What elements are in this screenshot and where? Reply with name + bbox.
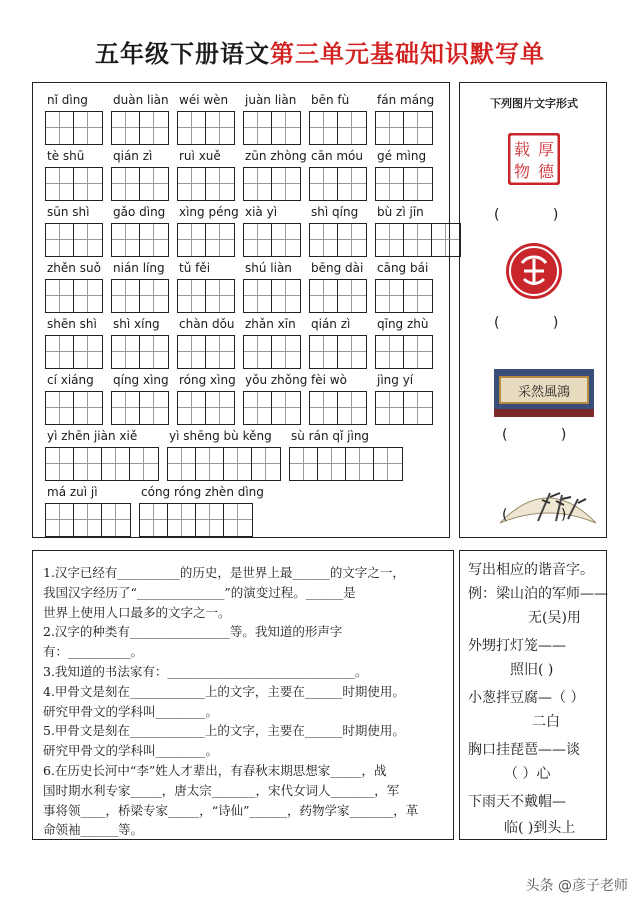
tian-grid-cell[interactable]: [206, 280, 234, 312]
pinyin-row: [33, 485, 449, 505]
pinyin-label: zhǎn xīn: [245, 317, 296, 331]
pinyin-label: jìng yí: [377, 373, 414, 387]
tian-grid-cell[interactable]: [178, 168, 206, 200]
pinyin-label: cóng róng zhèn dìng: [141, 485, 264, 499]
writing-box[interactable]: [45, 279, 103, 313]
pinyin-label: zūn zhòng: [245, 149, 307, 163]
writing-grid-row: [33, 335, 449, 371]
writing-box[interactable]: [177, 223, 235, 257]
writing-box[interactable]: [45, 503, 131, 537]
tian-grid-cell[interactable]: [338, 224, 366, 256]
tian-grid-cell[interactable]: [178, 336, 206, 368]
pinyin-label: chàn dǒu: [179, 317, 235, 331]
tian-grid-cell[interactable]: [178, 280, 206, 312]
tian-grid-cell[interactable]: [46, 168, 74, 200]
writing-box[interactable]: [177, 391, 235, 425]
tian-grid-cell[interactable]: [346, 448, 374, 480]
tian-grid-cell[interactable]: [206, 336, 234, 368]
writing-box[interactable]: [177, 335, 235, 369]
tian-grid-cell[interactable]: [376, 336, 404, 368]
dictation-section: [32, 82, 450, 538]
writing-box[interactable]: [309, 391, 367, 425]
tian-grid-cell[interactable]: [272, 224, 300, 256]
writing-box[interactable]: [45, 447, 159, 481]
writing-box[interactable]: [243, 335, 301, 369]
tian-grid-cell[interactable]: [338, 112, 366, 144]
tian-grid-cell[interactable]: [244, 112, 272, 144]
tian-grid-cell[interactable]: [140, 392, 168, 424]
tian-grid-cell[interactable]: [46, 224, 74, 256]
writing-box[interactable]: [111, 167, 169, 201]
tian-grid-cell[interactable]: [74, 336, 102, 368]
tian-grid-cell[interactable]: [74, 504, 102, 536]
pinyin-label: xià yì: [245, 205, 278, 219]
tian-grid-cell[interactable]: [112, 392, 140, 424]
tian-grid-cell[interactable]: [244, 168, 272, 200]
writing-grid-row: [33, 167, 449, 203]
question-line: 6.在历史长河中“李”姓人才辈出，有春秋末期思想家_____，战: [43, 763, 387, 778]
pinyin-row: [33, 317, 449, 337]
tian-grid-cell[interactable]: [74, 280, 102, 312]
tian-grid-cell[interactable]: [244, 392, 272, 424]
answer-paren-2: ( ): [494, 315, 559, 331]
tian-grid-cell[interactable]: [206, 392, 234, 424]
writing-box[interactable]: [243, 279, 301, 313]
writing-box[interactable]: [45, 391, 103, 425]
tian-grid-cell[interactable]: [140, 280, 168, 312]
pinyin-label: duàn liàn: [113, 93, 169, 107]
tian-grid-cell[interactable]: [74, 448, 102, 480]
tian-grid-cell[interactable]: [46, 336, 74, 368]
writing-box[interactable]: [177, 167, 235, 201]
tian-grid-cell[interactable]: [206, 168, 234, 200]
tian-grid-cell[interactable]: [102, 504, 130, 536]
title-red: 第三单元基础知识默写单: [270, 39, 545, 68]
tian-grid-cell[interactable]: [196, 504, 224, 536]
pinyin-label: sūn shì: [47, 205, 90, 219]
tian-grid-cell[interactable]: [318, 448, 346, 480]
tian-grid-cell[interactable]: [310, 336, 338, 368]
question-line: 研究甲骨文的学科叫________。: [43, 743, 219, 759]
picture-section: [459, 82, 607, 538]
homophone-section: [459, 550, 607, 840]
tian-grid-cell[interactable]: [244, 280, 272, 312]
tian-grid-cell[interactable]: [178, 112, 206, 144]
tian-grid-cell[interactable]: [244, 336, 272, 368]
tian-grid-cell[interactable]: [310, 224, 338, 256]
writing-box[interactable]: [375, 279, 433, 313]
pinyin-row: [33, 429, 449, 449]
tian-grid-cell[interactable]: [46, 112, 74, 144]
writing-grid-row: [33, 279, 449, 315]
pinyin-row: [33, 149, 449, 169]
writing-box[interactable]: [243, 391, 301, 425]
pinyin-label: yǒu zhǒng: [245, 373, 308, 387]
pinyin-label: shēn shì: [47, 317, 97, 331]
tian-grid-cell[interactable]: [224, 504, 252, 536]
tian-grid-cell[interactable]: [140, 224, 168, 256]
tian-grid-cell[interactable]: [178, 392, 206, 424]
writing-box[interactable]: [375, 167, 433, 201]
pinyin-label: juàn liàn: [245, 93, 297, 107]
tian-grid-cell[interactable]: [338, 392, 366, 424]
writing-box[interactable]: [375, 111, 433, 145]
tian-grid-cell[interactable]: [272, 280, 300, 312]
pinyin-label: wéi wèn: [179, 93, 229, 107]
tian-grid-cell[interactable]: [376, 280, 404, 312]
tian-grid-cell[interactable]: [74, 112, 102, 144]
pinyin-label: yì shēng bù kěng: [169, 429, 272, 443]
tian-grid-cell[interactable]: [206, 112, 234, 144]
writing-box[interactable]: [111, 223, 169, 257]
page-title: [0, 34, 640, 69]
question-line: 1.汉字已经有__________的历史，是世界上最______的文字之一，: [43, 565, 405, 580]
tian-grid-cell[interactable]: [178, 224, 206, 256]
homophone-q3b: （ ）心: [504, 766, 551, 782]
pinyin-label: gǎo dìng: [113, 205, 166, 219]
tian-grid-cell[interactable]: [112, 224, 140, 256]
pinyin-label: má zuì jì: [47, 485, 98, 499]
tian-grid-cell[interactable]: [140, 504, 168, 536]
homophone-q1a: 外甥打灯笼——: [468, 638, 566, 654]
pinyin-label: zhěn suǒ: [47, 261, 101, 275]
writing-grid-row: [33, 111, 449, 147]
tian-grid-cell[interactable]: [404, 336, 432, 368]
tian-grid-cell[interactable]: [102, 448, 130, 480]
tian-grid-cell[interactable]: [46, 280, 74, 312]
tian-grid-cell[interactable]: [338, 336, 366, 368]
writing-box[interactable]: [45, 223, 103, 257]
pinyin-label: qián zì: [113, 149, 153, 163]
pinyin-label: cān móu: [311, 149, 364, 163]
pinyin-row: [33, 205, 449, 225]
question-line: 世界上使用人口最多的文字之一。: [43, 604, 231, 620]
writing-box[interactable]: [243, 167, 301, 201]
writing-grid-row: [33, 503, 449, 539]
tian-grid-cell[interactable]: [272, 392, 300, 424]
tian-grid-cell[interactable]: [338, 168, 366, 200]
pinyin-label: tǔ fěi: [179, 261, 211, 275]
tian-grid-cell[interactable]: [376, 392, 404, 424]
plaque-text: 采然風鴻: [517, 385, 571, 400]
writing-box[interactable]: [309, 111, 367, 145]
homophone-q1b: 照旧( ): [510, 662, 554, 678]
square-seal-image: [508, 133, 560, 185]
tian-grid-cell[interactable]: [404, 392, 432, 424]
tian-grid-cell[interactable]: [112, 112, 140, 144]
pinyin-label: nǐ dìng: [47, 93, 88, 107]
homophone-q2a: 小葱拌豆腐—（ ）: [468, 690, 585, 706]
writing-box[interactable]: [45, 167, 103, 201]
writing-box[interactable]: [167, 447, 281, 481]
pinyin-label: qíng xìng: [113, 373, 169, 387]
writing-grid-row: [33, 223, 449, 259]
homophone-q3a: 胸口挂琵琶——谈: [468, 742, 580, 758]
tian-grid-cell[interactable]: [140, 336, 168, 368]
fill-blank-section: [32, 550, 454, 840]
pinyin-label: qián zì: [311, 317, 351, 331]
tian-grid-cell[interactable]: [74, 168, 102, 200]
writing-box[interactable]: [111, 279, 169, 313]
writing-box[interactable]: [375, 223, 461, 257]
tian-grid-cell[interactable]: [432, 224, 460, 256]
tian-grid-cell[interactable]: [376, 168, 404, 200]
tian-grid-cell[interactable]: [404, 224, 432, 256]
pinyin-label: ruì xuě: [179, 149, 221, 163]
writing-box[interactable]: [111, 335, 169, 369]
tian-grid-cell[interactable]: [404, 168, 432, 200]
tian-grid-cell[interactable]: [272, 112, 300, 144]
pinyin-label: bù zì jīn: [377, 205, 424, 219]
tian-grid-cell[interactable]: [272, 336, 300, 368]
pinyin-label: róng xìng: [179, 373, 236, 387]
tian-grid-cell[interactable]: [74, 392, 102, 424]
question-line: 4.甲骨文是刻在____________上的文字，主要在______时期使用。: [43, 683, 405, 699]
writing-box[interactable]: [309, 167, 367, 201]
pinyin-label: shì qíng: [311, 205, 359, 219]
pinyin-label: sù rán qǐ jìng: [291, 429, 370, 443]
tian-grid-cell[interactable]: [206, 224, 234, 256]
pinyin-label: fèi wò: [311, 373, 347, 387]
writing-box[interactable]: [309, 335, 367, 369]
tian-grid-cell[interactable]: [112, 280, 140, 312]
writing-box[interactable]: [243, 111, 301, 145]
writing-box[interactable]: [375, 335, 433, 369]
question-line: 命领袖______等。: [43, 822, 144, 838]
question-line: 研究甲骨文的学科叫________。: [43, 703, 219, 719]
pinyin-row: [33, 261, 449, 281]
answer-paren-4: ( ): [502, 507, 567, 523]
tian-grid-cell[interactable]: [272, 168, 300, 200]
pinyin-label: shì xíng: [113, 317, 160, 331]
tian-grid-cell[interactable]: [168, 504, 196, 536]
tian-grid-cell[interactable]: [130, 448, 158, 480]
tian-grid-cell[interactable]: [244, 224, 272, 256]
round-seal-image: [504, 241, 564, 301]
tian-grid-cell[interactable]: [168, 448, 196, 480]
homophone-example-1: 例：梁山泊的军师——: [468, 586, 608, 602]
homophone-title: 写出相应的谐音字。: [468, 562, 594, 578]
answer-paren-3: ( ): [502, 427, 567, 443]
tian-grid-cell[interactable]: [374, 448, 402, 480]
svg-text:德: 德: [537, 162, 555, 181]
svg-text:厚: 厚: [537, 140, 555, 159]
tian-grid-cell[interactable]: [140, 168, 168, 200]
title-black: 五年级下册语文: [95, 39, 270, 68]
tian-grid-cell[interactable]: [290, 448, 318, 480]
watermark-footer: 头条 @彦子老师: [525, 878, 628, 894]
tian-grid-cell[interactable]: [112, 168, 140, 200]
writing-box[interactable]: [309, 223, 367, 257]
tian-grid-cell[interactable]: [140, 112, 168, 144]
question-line: 我国汉字经历了“______________”的演变过程。______是: [43, 584, 356, 600]
tian-grid-cell[interactable]: [310, 168, 338, 200]
tian-grid-cell[interactable]: [74, 224, 102, 256]
tian-grid-cell[interactable]: [310, 280, 338, 312]
tian-grid-cell[interactable]: [46, 392, 74, 424]
tian-grid-cell[interactable]: [376, 224, 404, 256]
writing-box[interactable]: [177, 111, 235, 145]
tian-grid-cell[interactable]: [310, 112, 338, 144]
answer-paren-1: ( ): [494, 207, 559, 223]
question-line: 5.甲骨文是刻在____________上的文字，主要在______时期使用。: [43, 723, 405, 739]
pinyin-label: bēng dài: [311, 261, 364, 275]
homophone-q4b: 临( )到头上: [504, 820, 576, 836]
pinyin-label: gé mìng: [377, 149, 427, 163]
pinyin-label: bēn fù: [311, 93, 350, 107]
plaque-image: [494, 369, 594, 417]
tian-grid-cell[interactable]: [310, 392, 338, 424]
question-line: 国时期水利专家_____，唐太宗_______，宋代女词人_______，军: [43, 782, 400, 798]
svg-text:物: 物: [513, 162, 531, 181]
homophone-example-2: 无(吴)用: [528, 610, 581, 626]
tian-grid-cell[interactable]: [376, 112, 404, 144]
pinyin-label: yì zhēn jiàn xiě: [47, 429, 138, 443]
writing-box[interactable]: [45, 335, 103, 369]
writing-box[interactable]: [177, 279, 235, 313]
pinyin-label: cāng bái: [377, 261, 429, 275]
pinyin-label: nián líng: [113, 261, 165, 275]
writing-grid-row: [33, 391, 449, 427]
writing-box[interactable]: [111, 391, 169, 425]
writing-box[interactable]: [111, 111, 169, 145]
writing-box[interactable]: [45, 111, 103, 145]
question-line: 事将领____，桥梁专家_____，“诗仙”______，药物学家_______，革: [43, 802, 419, 818]
question-line: 2.汉字的种类有________________等。我知道的形声字: [43, 624, 343, 640]
tian-grid-cell[interactable]: [404, 280, 432, 312]
writing-box[interactable]: [309, 279, 367, 313]
pinyin-label: cí xiáng: [47, 373, 94, 387]
tian-grid-cell[interactable]: [112, 336, 140, 368]
writing-box[interactable]: [243, 223, 301, 257]
tian-grid-cell[interactable]: [46, 448, 74, 480]
writing-box[interactable]: [139, 503, 253, 537]
pinyin-label: tè shū: [47, 149, 85, 163]
svg-text:载: 载: [513, 140, 531, 159]
writing-box[interactable]: [375, 391, 433, 425]
writing-grid-row: [33, 447, 449, 483]
tian-grid-cell[interactable]: [224, 448, 252, 480]
homophone-q2b: 二白: [532, 714, 560, 730]
tian-grid-cell[interactable]: [46, 504, 74, 536]
picture-section-title: 下列图片文字形式: [490, 97, 578, 110]
pinyin-row: [33, 373, 449, 393]
writing-box[interactable]: [289, 447, 403, 481]
pinyin-label: qīng zhù: [377, 317, 429, 331]
tian-grid-cell[interactable]: [338, 280, 366, 312]
pinyin-label: shú liàn: [245, 261, 292, 275]
pinyin-label: fán máng: [377, 93, 435, 107]
question-line: 3.我知道的书法家有：______________________________。: [43, 664, 368, 679]
tian-grid-cell[interactable]: [196, 448, 224, 480]
tian-grid-cell[interactable]: [252, 448, 280, 480]
question-line: 有：__________。: [43, 644, 144, 660]
pinyin-label: xìng péng: [179, 205, 239, 219]
pinyin-row: [33, 93, 449, 113]
tian-grid-cell[interactable]: [404, 112, 432, 144]
homophone-q4a: 下雨天不戴帽—: [468, 794, 566, 810]
